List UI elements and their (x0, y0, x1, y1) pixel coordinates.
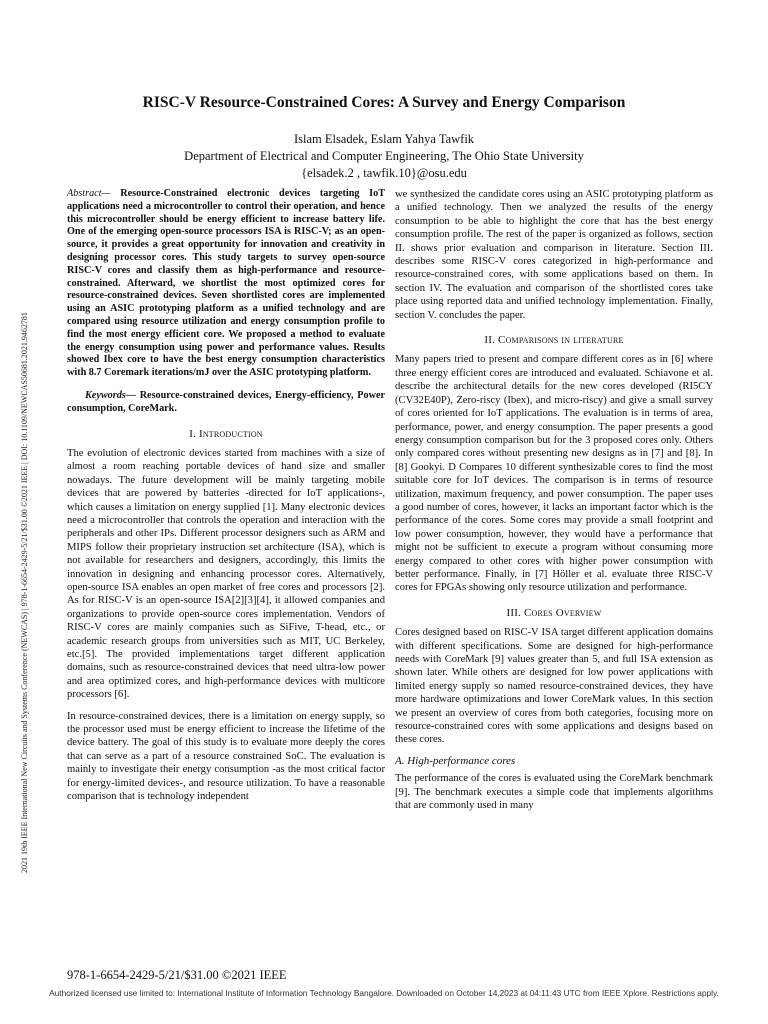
footer-license-note: Authorized licensed use limited to: International Institute of Information Technology Bangalore. Downloaded on October 14,2023 at 04:11:43 UTC from IEEE Xplore. Restrictions apply. (49, 988, 719, 998)
literature-paragraph: Many papers tried to present and compare different cores as in [6] where three energy efficient cores are introduced and evaluated. Schiavone et al. describe the architectural details for the new cores developed (RI5CY (CV32E40P), Zero-riscy (Ibex), and micro-riscy) and give a small survey of cores oriented for IoT applications. The evaluation is in terms of area, performance, power, and energy consumption. The paper presents a good energy consumption comparison but for the 3 proposed cores only. Others only compared cores without presenting new designs as in [7] and [8]. In [8] Gookyi. D Compares 10 different synthesizable cores to find the most suitable core for IoT devices. The comparison is in terms of resource utilization, maximum frequency, and power consumption. The paper uses a good number of cores, however, it lacks an important factor which is the performance of the cores. Some cores may provide a small footprint and low power consumption, however, they would have a performance that might not be sufficient to execute a program without consuming more energy compared to other cores with higher power consumption with better performance. Finally, in [7] Höller et al. evaluate three RISC-V cores for FPGAs showing only resource utilization and performance. (395, 354, 713, 594)
keywords-text: Resource-constrained devices, Energy-efficiency, Power consumption, CoreMark. (67, 389, 385, 414)
high-performance-paragraph: The performance of the cores is evaluated using the CoreMark benchmark [9]. The benchmark executes a simple code that implements algorithms that are commonly used in many (395, 773, 713, 812)
cores-overview-paragraph: Cores designed based on RISC-V ISA target different application domains with different specifications. Some are designed for high-performance needs with CoreMark [9] values greater than 5, and full ISA extension as shown later. While others are designed for low power applications with limited energy supply so named resource-constrained devices, they have more hardware optimizations and lower CoreMark values. In this section we present an overview of cores from both categories, focusing more on resource-constrained cores with some applications and designs based on these cores. (395, 627, 713, 746)
keywords (67, 390, 385, 416)
abstract (67, 188, 385, 380)
intro-paragraph-continued: we synthesized the candidate cores using an ASIC prototyping platform as a unified technology. Then we analyzed the results of the energy consumption to be able to highlight the core that has the best energy consumption profile. The rest of the paper is organized as follows, section II. shows prior evaluation and comparison in literature. Section III. describes some RISC-V cores categorized in high-performance and resource-constrained cores, with some applications based on them. In section IV. The evaluation and comparison of the shortlisted cores take place using reported data and unified technology implementation. Finally, section V. concludes the paper. (395, 189, 713, 321)
right-column (395, 188, 713, 820)
paper-title: RISC-V Resource-Constrained Cores: A Survey and Energy Comparison (142, 94, 626, 111)
footer-copyright: 978-1-6654-2429-5/21/$31.00 ©2021 IEEE (67, 968, 287, 982)
section-heading-cores-overview: III. Cores Overview (506, 606, 602, 619)
doi-side-note: 2021 19th IEEE International New Circuits and Systems Conference (NEWCAS) | 978-1-6654-2429-5/21/$31.00 ©2021 IEEE | DOI: 10.1109/NEWCAS50681.2021.9462781 (20, 312, 29, 873)
abstract-text: Resource-Constrained electronic devices targeting IoT applications need a microcontroller to control their operation, and hence this microcontroller should be energy efficient to increase battery life. One of the emerging open-source processors ISA is RISC-V; as an open-source, it provides a great opportunity for innovation and creativity in designing processor cores. This study targets to survey open-source RISC-V cores and classify them as high-performance and resource-constrained. Afterward, we shortlist the most optimized cores for resource-constrained devices. Seven shortlisted cores are implemented using an ASIC prototyping platform as a unified technology and are compared using resource utilization and energy consumption profile to find the most energy efficient core. We proposed a method to evaluate the energy consumption using power and performance values. Results showed Ibex core to have the best energy consumption characteristics with 8.7 Coremark iterations/mJ over the ASIC prototyping platform. (67, 188, 385, 379)
subsection-heading-high-performance: A. High-performance cores (395, 754, 516, 767)
affiliation: Department of Electrical and Computer Engineering, The Ohio State University (184, 149, 584, 163)
abstract-lead: Abstract— (67, 188, 111, 199)
left-column (67, 188, 385, 812)
intro-paragraph-1: The evolution of electronic devices started from machines with a size of almost a room reaching portable devices of hand size and smaller nowadays. The future development will be mainly targeting mobile devices that are powered by batteries -directed for IoT applications-, which causes a limitation on energy supplied [1]. Many electronic devices need a microcontroller that controls the operation and interaction with the peripherals and other IPs. Different processor designers such as ARM and MIPS follow their proprietary instruction set architecture (ISA), which is not available for researchers and designers, accordingly, this limits the innovation in designing and enhancing processor cores. Alternatively, open-source ISA enables an open market of free cores and processors [2]. As for RISC-V is an open-source ISA[2][3][4], it allowed companies and organizations to provide open-source cores implementation. Vendors of RISC-V cores are mainly companies such as SiFive, T-head, etc., or academic research groups from universities such as MIT, UC Berkeley, etc.[5]. The provided implementations target different application domains, such as resource-constrained devices that need ultra-low power and area optimized cores, and high-performance devices with multicore processors [6]. (67, 447, 385, 701)
section-heading-introduction: I. Introduction (189, 427, 263, 440)
author-emails: {elsadek.2 , tawfik.10}@osu.edu (301, 166, 467, 180)
section-heading-literature: II. Comparisons in literature (484, 334, 624, 347)
author-names: Islam Elsadek, Eslam Yahya Tawfik (293, 132, 475, 146)
intro-paragraph-2: In resource-constrained devices, there is a limitation on energy supply, so the processor used must be energy efficient to increase the lifetime of the device battery. The goal of this study is to evaluate more deeply the cores that can serve as a part of a resource constrained SoC. The evaluation is mainly to investigate their energy consumption -as the most critical factor for energy-limited devices-, and resource utilization. To have a reasonable comparison that is technology independent (67, 710, 385, 803)
author-block (0, 131, 768, 182)
keywords-lead: Keywords— (85, 389, 136, 401)
